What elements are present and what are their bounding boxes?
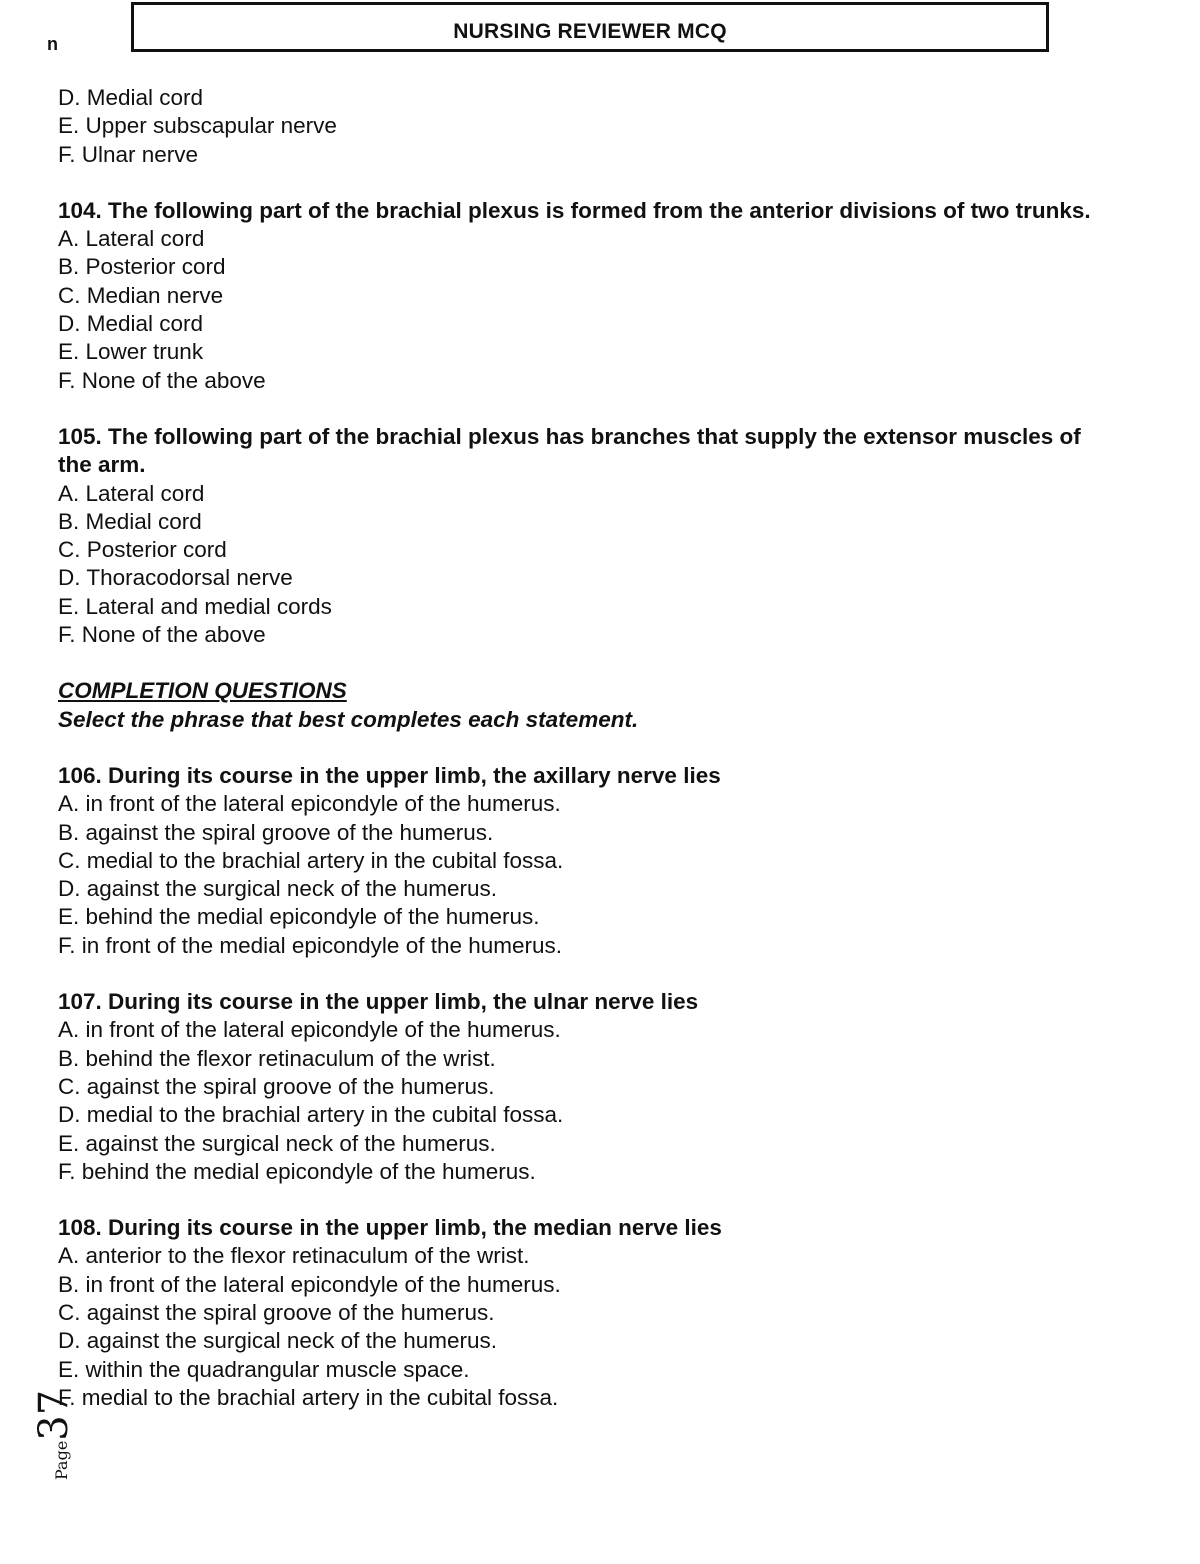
answer-option: D. Thoracodorsal nerve: [58, 565, 293, 591]
answer-option: F. None of the above: [58, 622, 266, 648]
answer-option: E. Lower trunk: [58, 339, 204, 365]
answer-option: A. in front of the lateral epicondyle of the humerus.: [58, 791, 561, 817]
question-stem: 107. During its course in the upper limb, the ulnar nerve lies: [58, 989, 699, 1015]
answer-option: C. Median nerve: [58, 282, 224, 308]
answer-option: B. in front of the lateral epicondyle of the humerus.: [58, 1271, 561, 1297]
page-number-label: [31, 1389, 77, 1480]
question-105: [58, 423, 1108, 649]
page-content: [58, 84, 1108, 1440]
answer-option: F. medial to the brachial artery in the cubital fossa.: [58, 1384, 559, 1410]
answer-option: A. in front of the lateral epicondyle of the humerus.: [58, 1017, 561, 1043]
answer-option: E. Lateral and medial cords: [58, 593, 332, 619]
answer-option: A. Lateral cord: [58, 480, 205, 506]
page-header: [131, 2, 1049, 52]
question-stem: 108. During its course in the upper limb, the median nerve lies: [58, 1215, 722, 1241]
answer-option: D. against the surgical neck of the humerus.: [58, 1328, 497, 1354]
question-stem: 104. The following part of the brachial plexus is formed from the anterior divisions of two trunks.: [58, 197, 1091, 223]
question-106: [58, 762, 1108, 960]
section-heading: COMPLETION QUESTIONS: [58, 678, 347, 704]
page-number: 37: [31, 1389, 77, 1441]
answer-option: F. behind the medial epicondyle of the humerus.: [58, 1158, 536, 1184]
answer-option: F. None of the above: [58, 367, 266, 393]
answer-option: D. medial to the brachial artery in the cubital fossa.: [58, 1102, 564, 1128]
answer-option: B. Posterior cord: [58, 254, 226, 280]
question-104: [58, 197, 1108, 395]
section-instruction: Select the phrase that best completes each statement.: [58, 706, 639, 732]
answer-option: D. Medial cord: [58, 85, 204, 110]
answer-option: C. against the spiral groove of the humerus.: [58, 1073, 495, 1099]
question-108: [58, 1214, 1108, 1412]
page-word: Page: [52, 1440, 71, 1480]
corner-mark: n: [47, 34, 58, 54]
completion-section-header: [58, 677, 1108, 734]
answer-option: C. medial to the brachial artery in the cubital fossa.: [58, 847, 564, 873]
document-title: NURSING REVIEWER MCQ: [453, 20, 727, 43]
answer-option: D. Medial cord: [58, 311, 204, 337]
answer-option: F. Ulnar nerve: [58, 141, 199, 167]
answer-option: F. in front of the medial epicondyle of the humerus.: [58, 932, 563, 958]
question-stem: 105. The following part of the brachial plexus has branches that supply the extensor muscles of the arm.: [58, 423, 1081, 478]
answer-option: B. behind the flexor retinaculum of the wrist.: [58, 1045, 496, 1071]
answer-option: B. Medial cord: [58, 508, 202, 534]
answer-option: C. Posterior cord: [58, 537, 227, 563]
answer-option: E. against the surgical neck of the humerus.: [58, 1130, 496, 1156]
answer-option: E. behind the medial epicondyle of the humerus.: [58, 904, 540, 930]
answer-option: E. Upper subscapular nerve: [58, 113, 337, 139]
answer-option: D. against the surgical neck of the humerus.: [58, 876, 497, 902]
answer-option: E. within the quadrangular muscle space.: [58, 1356, 470, 1382]
answer-option: A. Lateral cord: [58, 226, 205, 252]
carryover-options: [58, 84, 1108, 169]
answer-option: B. against the spiral groove of the humerus.: [58, 819, 494, 845]
question-stem: 106. During its course in the upper limb, the axillary nerve lies: [58, 762, 721, 788]
answer-option: A. anterior to the flexor retinaculum of the wrist.: [58, 1243, 530, 1269]
question-107: [58, 988, 1108, 1186]
answer-option: C. against the spiral groove of the humerus.: [58, 1299, 495, 1325]
